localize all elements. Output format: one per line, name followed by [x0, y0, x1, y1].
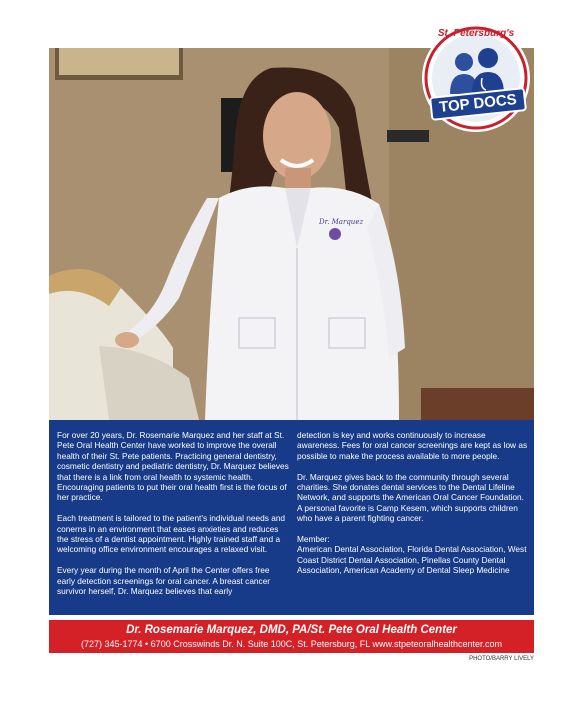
- practice-title: Dr. Rosemarie Marquez, DMD, PA/St. Pete Oral Health Center: [126, 624, 457, 636]
- practice-contact: (727) 345-1774 • 6700 Crosswinds Dr. N. Suite 100C, St. Petersburg, FL www.stpeteoralhealthcenter.com: [80, 639, 503, 649]
- article-right-column: [297, 430, 529, 576]
- top-docs-badge: [420, 22, 532, 134]
- member-label: Member:: [297, 534, 330, 545]
- badge-city-text: St. Petersburg's: [437, 28, 515, 39]
- coat-embroidery: Dr. Marquez: [319, 218, 364, 226]
- article-paragraph: Every year during the month of April the Center offers free early detection screenings for oral cancer. A breast cancer survivor herself, Dr. Marquez believes that early: [57, 565, 271, 597]
- badge-title-text: TOP DOCS: [429, 87, 527, 121]
- article-panel: [49, 420, 534, 615]
- member-list: American Dental Association, Florida Dental Association, West Coast District Dental Association, Pinellas County Dental Association, American Academy of Dental Sleep Medicine: [297, 544, 527, 576]
- contact-banner: [49, 620, 534, 653]
- article-paragraph: Each treatment is tailored to the patient's individual needs and conerns in an environment that eases anxieties and reduces the stress of a dentist appointment. Highly trained staff and a welcoming office environment encourages a relaxed visit.: [57, 513, 286, 555]
- article-left-column: [57, 430, 289, 607]
- article-paragraph: Dr. Marquez gives back to the community through several charities. She donates dental services to the Dental Lifeline Network, and supports the American Oral Cancer Foundation. A personal favorite is Camp Kesem, which supports children who have a parent fighting cancer.: [297, 471, 524, 524]
- article-paragraph: detection is key and works continuously to increase awareness. Fees for oral cancer screenings are kept as low as possible to make the process available to more people.: [297, 430, 528, 461]
- article-paragraph: For over 20 years, Dr. Rosemarie Marquez and her staff at St. Pete Oral Health Center have worked to improve the overall health of their St. Pete patients. Practicing general dentistry, cosmetic dentistry and pediatric dentistry, Dr. Marquez believes that there is a link from oral health to systemic health. Encouraging patients to put their oral health first is the focus of her practice.: [57, 430, 289, 503]
- photo-credit: PHOTO/BARRY LIVELY: [469, 656, 534, 662]
